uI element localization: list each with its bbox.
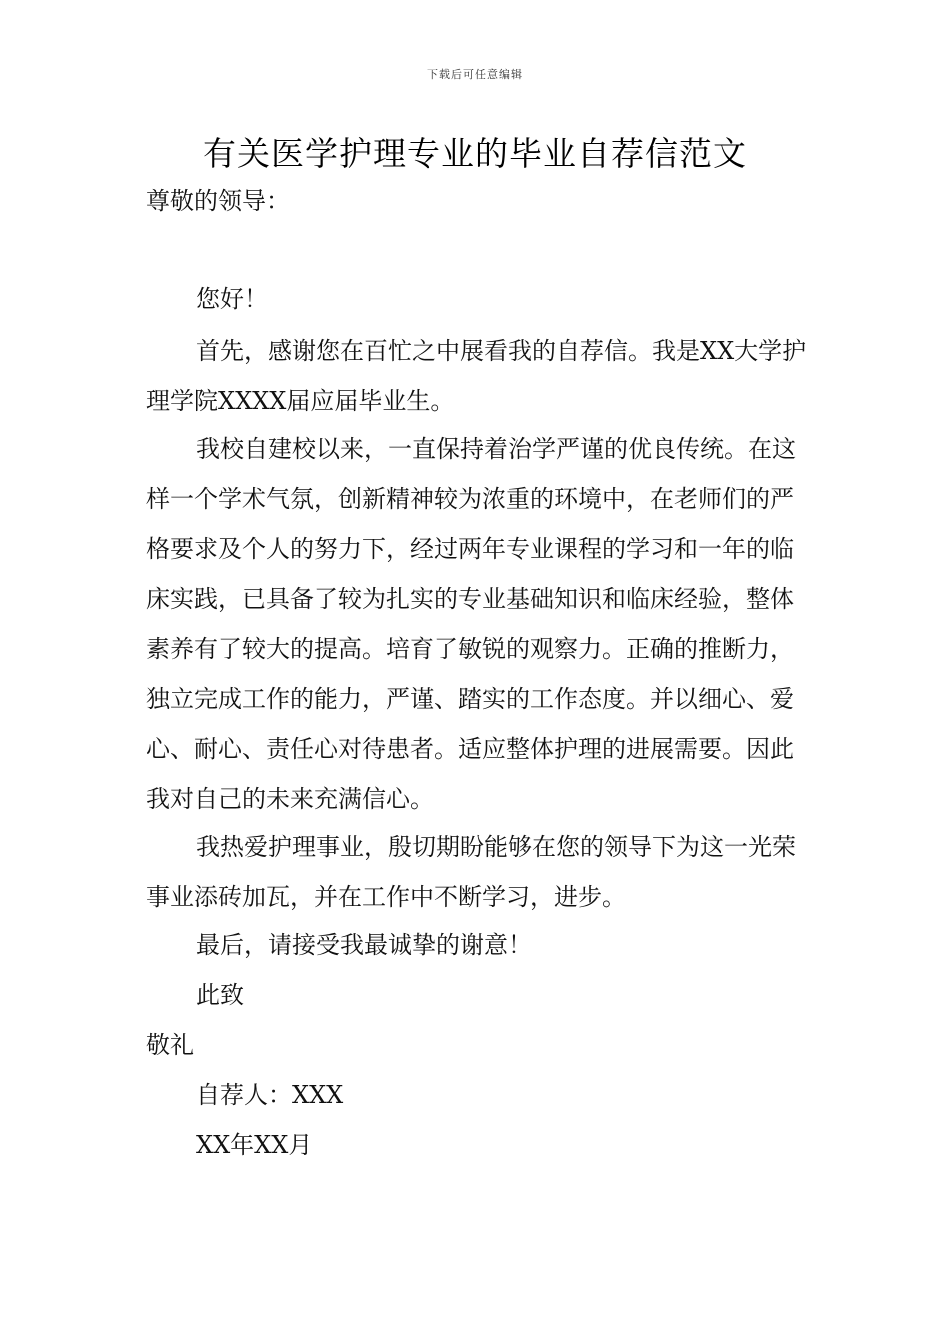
paragraph-aspiration: 我热爱护理事业，殷切期盼能够在您的领导下为这一光荣事业添砖加瓦，并在工作中不断学习，进步。 — [146, 833, 796, 911]
closing-jing-li: 敬礼 — [146, 1031, 194, 1059]
paragraph-intro: 首先，感谢您在百忙之中展看我的自荐信。我是XX大学护理学院XXXX届应届毕业生。 — [146, 337, 807, 415]
salutation: 尊敬的领导： — [146, 187, 290, 215]
closing-thanks: 最后，请接受我最诚挚的谢意！ — [196, 931, 532, 959]
date: XX年XX月 — [196, 1131, 313, 1159]
closing-ci-zhi: 此致 — [196, 981, 244, 1009]
signature: 自荐人：XXX — [196, 1081, 344, 1109]
document-title: 有关医学护理专业的毕业自荐信范文 — [203, 134, 747, 173]
download-note: 下载后可任意编辑 — [427, 68, 523, 81]
greeting: 您好！ — [196, 285, 268, 313]
paragraph-school: 我校自建校以来，一直保持着治学严谨的优良传统。在这样一个学术气氛，创新精神较为浓重的环境中，在老师们的严格要求及个人的努力下，经过两年专业课程的学习和一年的临床实践，已具备了较为扎实的专业基础知识和临床经验，整体素养有了较大的提高。培育了敏锐的观察力。正确的推断力，独立完成工作的能力，严谨、踏实的工作态度。并以细心、爱心、耐心、责任心对待患者。适应整体护理的进展需要。因此我对自己的未来充满信心。 — [146, 435, 796, 813]
